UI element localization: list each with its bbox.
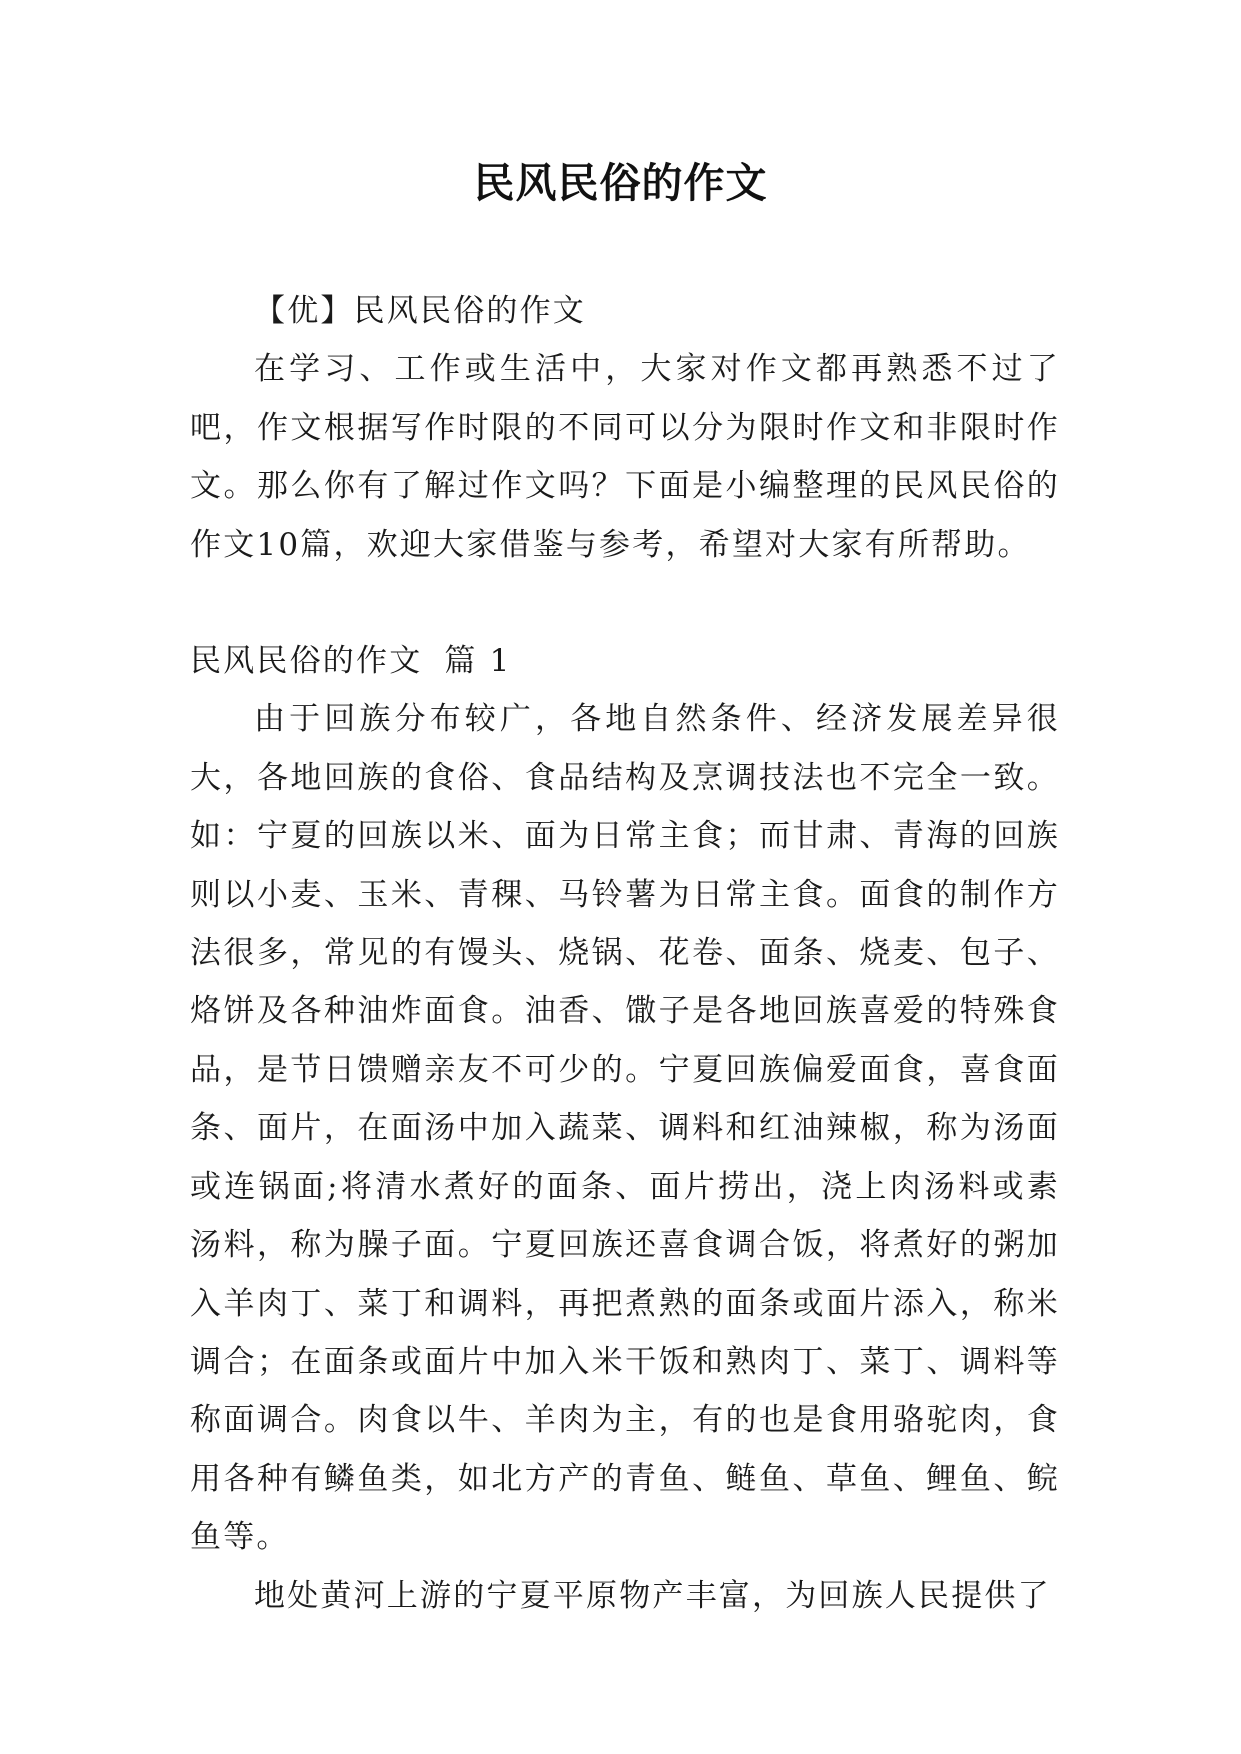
section-heading-title: 民风民俗的作文 [190,643,423,680]
intro-paragraph: 在学习、工作或生活中，大家对作文都再熟悉不过了吧，作文根据写作时限的不同可以分为限时作文和非限时作文。那么你有了解过作文吗？下面是小编整理的民风民俗的作文10篇，欢迎大家借鉴与参考，希望对大家有所帮助。 [190,351,1060,563]
section-heading [190,632,1060,690]
body-paragraph: 由于回族分布较广，各地自然条件、经济发展差异很大，各地回族的食俗、食品结构及烹调技法也不完全一致。如：宁夏的回族以米、面为日常主食；而甘肃、青海的回族则以小麦、玉米、青稞、马铃薯为日常主食。面食的制作方法很多，常见的有馒头、烧锅、花卷、面条、烧麦、包子、烙饼及各种油炸面食。油香、馓子是各地回族喜爱的特殊食品，是节日馈赠亲友不可少的。宁夏回族偏爱面食，喜食面条、面片，在面汤中加入蔬菜、调料和红油辣椒，称为汤面或连锅面;将清水煮好的面条、面片捞出，浇上肉汤料或素汤料，称为臊子面。宁夏回族还喜食调合饭，将煮好的粥加入羊肉丁、菜丁和调料，再把煮熟的面条或面片添入，称米调合；在面条或面片中加入米干饭和熟肉丁、菜丁、调料等称面调合。肉食以牛、羊肉为主，有的也是食用骆驼肉，食用各种有鳞鱼类，如北方产的青鱼、鲢鱼、草鱼、鲤鱼、鲩鱼等。 [190,701,1060,1556]
body-paragraph: 地处黄河上游的宁夏平原物产丰富，为回族人民提供了 [254,1577,1051,1614]
document-title: 民风民俗的作文 [473,159,768,207]
document-subtitle: 【优】民风民俗的作文 [254,293,586,329]
document-body [190,282,1060,1625]
section-heading-number: 篇 1 [444,643,512,680]
section-gap [190,574,1060,632]
